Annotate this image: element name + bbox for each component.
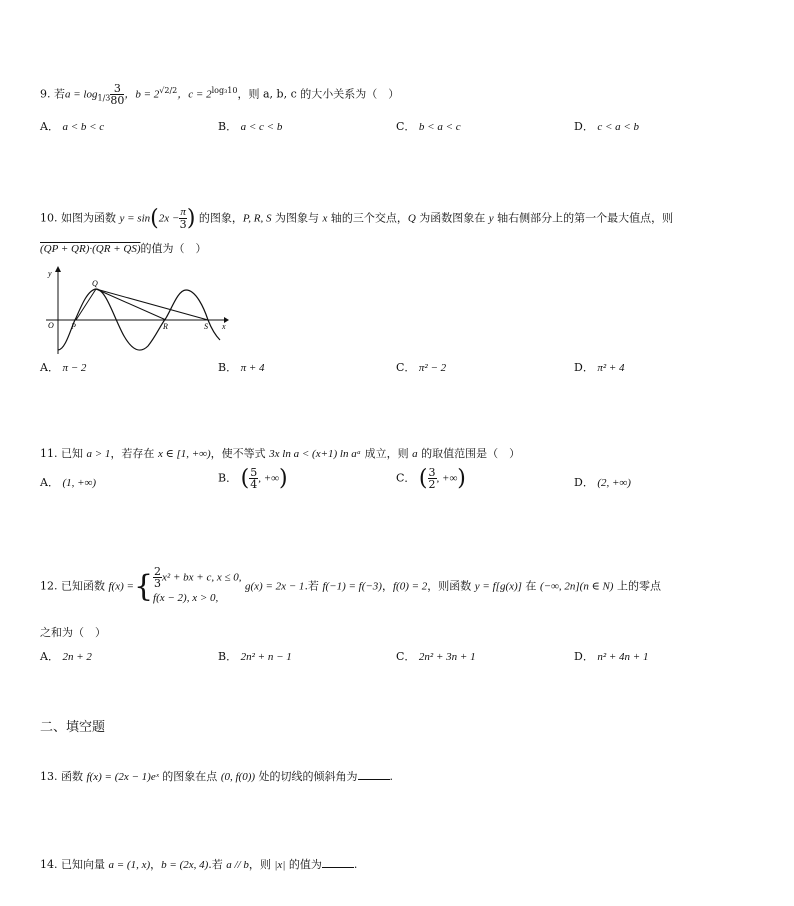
stem-text: 的图象在点	[158, 770, 221, 783]
stem-text: ，若存在	[110, 447, 158, 460]
paren: )	[457, 466, 466, 491]
option-text: (2, +∞)	[597, 477, 631, 489]
label-y: y	[48, 269, 52, 278]
option-text: a < b < c	[62, 121, 105, 133]
question-number: 11.	[40, 447, 61, 460]
stem-text: 轴的三个交点，	[327, 211, 408, 225]
math-expr: ，b = 2	[124, 88, 160, 101]
q12-option-b[interactable]	[218, 648, 292, 664]
question-number: 10.	[40, 211, 61, 225]
fraction-3-80	[110, 83, 124, 106]
frac-den: 2	[428, 478, 436, 491]
option-text: 2n² + n − 1	[240, 651, 292, 663]
answer-blank-14[interactable]	[322, 858, 354, 868]
option-label: B．	[218, 471, 238, 485]
stem-text: 在	[521, 579, 540, 593]
label-o: O	[48, 321, 54, 330]
q11-option-d[interactable]	[574, 474, 631, 490]
stem-text: 轴右侧部分上的第一个最大值点，则	[493, 211, 674, 225]
question-number: 14.	[40, 858, 61, 871]
stem-text: 处的切线的倾斜角为	[255, 770, 358, 783]
stem-text: 已知向量	[61, 858, 109, 871]
math-expr: 2x −	[158, 212, 180, 225]
option-label: C．	[396, 120, 416, 133]
option-label: A．	[40, 650, 59, 663]
stem-text: 如图为函数	[61, 211, 120, 225]
math-var: a	[412, 448, 418, 460]
q11-option-a[interactable]	[40, 474, 96, 490]
y-axis-arrow-icon	[55, 266, 61, 272]
math-expr: 3x ln a < (x+1) ln aᵃ	[269, 448, 362, 460]
label-p: P	[71, 322, 76, 331]
math-expr: a // b	[226, 859, 249, 871]
q12-option-a[interactable]	[40, 648, 92, 664]
option-text: 2n² + 3n + 1	[418, 651, 476, 663]
frac-den: 3	[154, 577, 162, 590]
q11-option-b[interactable]	[218, 466, 288, 491]
stem-text: .	[389, 770, 394, 783]
stem-text: ，则函数	[427, 579, 475, 593]
q10-option-c[interactable]	[396, 359, 446, 375]
segment-qp	[76, 289, 96, 320]
frac-den: 4	[250, 478, 258, 491]
frac-num: 2	[154, 565, 162, 578]
paren: )	[186, 206, 196, 231]
option-text: c < a < b	[597, 121, 640, 133]
case-1	[153, 566, 241, 589]
stem-text: 为函数图象在	[415, 211, 489, 225]
option-label: D．	[574, 476, 594, 489]
math-expr: ，c = 2	[177, 88, 212, 101]
math-expr: f(0) = 2	[392, 580, 428, 593]
stem-text: 的图象，	[195, 211, 243, 225]
math-expr: b = (2x, 4)	[161, 859, 209, 871]
question-13-stem	[40, 768, 393, 784]
option-label: A．	[40, 476, 59, 489]
stem-text: .若	[208, 858, 227, 871]
option-text: π − 2	[62, 362, 87, 374]
question-12-line2: 之和为（ ）	[40, 626, 106, 639]
paren: (	[150, 206, 159, 231]
paren: (	[418, 466, 428, 491]
math-expr: x² + bx + c, x ≤ 0,	[162, 571, 242, 584]
label-s: S	[204, 322, 208, 331]
stem-text: ，则 a, b, c 的大小关系为（ ）	[237, 87, 400, 101]
stem-text: 上的零点	[613, 579, 661, 593]
math-expr: a > 1	[86, 448, 111, 460]
log-base: 1/3	[97, 93, 111, 103]
math-expr: x ∈ [1, +∞)	[157, 448, 211, 460]
option-text: π² − 2	[418, 362, 447, 374]
option-label: D．	[574, 650, 594, 663]
q10-option-a[interactable]	[40, 359, 86, 375]
section-title: 二、填空题	[40, 720, 106, 735]
label-x: x	[222, 322, 226, 331]
math-expr: |x|	[274, 859, 286, 871]
stem-text: 已知函数	[61, 579, 109, 593]
option-text: (1, +∞)	[62, 477, 97, 489]
math-expr: g(x) = 2x − 1	[245, 580, 305, 593]
option-text: 2n + 2	[62, 651, 92, 663]
segment-qs	[96, 289, 208, 320]
q9-option-b[interactable]	[218, 118, 282, 134]
question-number: 13.	[40, 770, 61, 783]
option-label: D．	[574, 120, 594, 133]
stem-text: 为图象与	[271, 211, 323, 225]
stem-text: 成立，则	[361, 447, 413, 460]
option-label: A．	[40, 361, 59, 374]
answer-blank-13[interactable]	[358, 770, 390, 780]
option-label: B．	[218, 650, 238, 663]
stem-text: .若	[304, 579, 323, 593]
question-10-line2	[40, 240, 206, 256]
option-label: D．	[574, 361, 594, 374]
q11-option-c[interactable]	[396, 466, 466, 491]
stem-text: 函数	[61, 770, 87, 783]
math-expr: f(x) = (2x − 1)eˣ	[86, 771, 159, 783]
stem-text: ，	[381, 579, 393, 593]
frac-den: 80	[110, 94, 125, 107]
math-expr: (n ∈ N)	[579, 580, 614, 593]
sine-graph-figure	[44, 264, 230, 356]
question-14-stem	[40, 856, 357, 872]
option-text: a < c < b	[240, 121, 283, 133]
math-var: Q	[407, 212, 416, 225]
label-r: R	[163, 322, 168, 331]
stem-text: .	[353, 858, 358, 871]
math-expr: = log	[70, 88, 98, 101]
frac-num: 5	[250, 466, 258, 479]
frac-num: π	[180, 206, 186, 218]
stem-text: 的值为（ ）	[140, 242, 207, 255]
paren: (	[240, 466, 250, 491]
frac-den: 3	[179, 218, 187, 231]
math-expr: y = sin	[119, 212, 151, 225]
math-expr: a = (1, x)	[108, 859, 151, 871]
question-number: 9.	[40, 87, 54, 101]
frac-num: 3	[110, 83, 124, 95]
case-2: f(x − 2), x > 0,	[153, 592, 219, 604]
label-q: Q	[92, 279, 98, 288]
math-expr: f(−1) = f(−3)	[322, 580, 382, 593]
vector-expr: (QP + QR)·(QR + QS)	[40, 243, 141, 255]
piecewise-cases	[153, 566, 241, 607]
stem-text: 若	[54, 87, 65, 101]
stem-text: ，使不等式	[210, 447, 270, 460]
q12-option-c[interactable]	[396, 648, 476, 664]
option-label: A．	[40, 120, 59, 133]
option-label: C．	[396, 650, 416, 663]
option-label: C．	[396, 471, 416, 485]
fraction-3-2	[428, 467, 437, 490]
q10-option-b[interactable]	[218, 359, 265, 375]
question-number: 12.	[40, 579, 61, 593]
question-9-stem	[40, 83, 399, 106]
math-expr: (0, f(0))	[220, 771, 256, 783]
fraction-5-4	[249, 467, 258, 490]
option-text: n² + 4n + 1	[597, 651, 649, 663]
option-text: π + 4	[240, 362, 265, 374]
question-10-stem	[40, 206, 673, 231]
q12-option-d[interactable]	[574, 648, 648, 664]
stem-text: ，则	[248, 858, 275, 871]
q9-option-c[interactable]	[396, 118, 461, 134]
fraction-pi-3	[179, 207, 187, 230]
math-var: y	[488, 212, 494, 225]
option-text: b < a < c	[418, 121, 461, 133]
stem-text: ，	[150, 858, 162, 871]
stem-text: 的取值范围是（ ）	[417, 447, 521, 460]
stem-text: 已知	[61, 447, 87, 460]
paren: )	[278, 466, 288, 491]
math-expr: y = f[g(x)]	[474, 580, 522, 593]
question-11-stem	[40, 445, 520, 461]
question-12-stem	[40, 566, 661, 607]
math-expr: (−∞, 2n]	[539, 580, 580, 593]
option-text: , +∞	[436, 472, 458, 485]
option-text: π² + 4	[597, 362, 625, 374]
math-expr: f(x) =	[108, 580, 134, 593]
math-var: P, R, S	[242, 212, 272, 225]
option-text: , +∞	[258, 472, 279, 485]
option-label: B．	[218, 120, 238, 133]
option-label: C．	[396, 361, 416, 374]
math-var: x	[322, 212, 328, 225]
option-label: B．	[218, 361, 238, 374]
q10-option-d[interactable]	[574, 359, 625, 375]
segment-qr	[96, 289, 166, 320]
q9-option-a[interactable]	[40, 118, 104, 134]
fraction-2-3	[153, 566, 162, 589]
math-var: a	[65, 88, 71, 101]
stem-text: 的值为	[285, 858, 322, 871]
exponent: log₃10	[211, 85, 238, 95]
q9-option-d[interactable]	[574, 118, 639, 134]
frac-num: 3	[428, 466, 436, 479]
exponent: √2/2	[159, 85, 178, 95]
brace: {	[133, 569, 154, 604]
